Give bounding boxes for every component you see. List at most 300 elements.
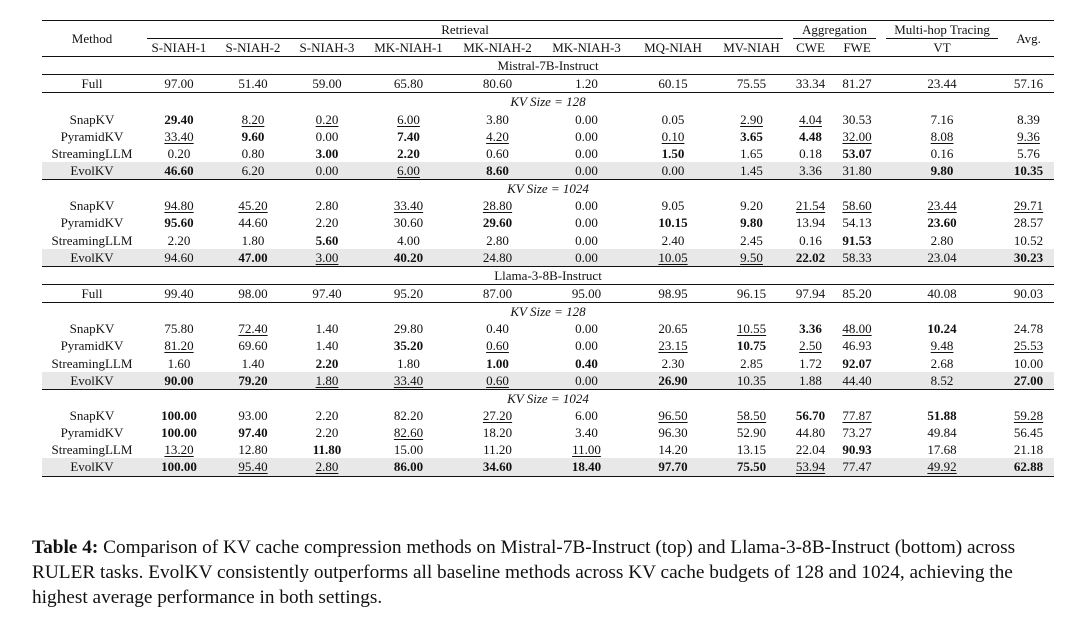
method-cell: SnapKV [69,111,115,127]
table-row [42,162,1054,180]
value-cell [881,355,1003,372]
value-cell [453,75,542,93]
value-cell [142,407,216,424]
value-text: 10.55 [736,321,767,337]
value-cell [290,337,364,354]
value-text: 9.50 [740,249,763,265]
method-cell: Full [42,75,142,93]
value-cell [1003,458,1054,476]
value-text: 1.72 [799,355,822,371]
value-text: 21.18 [1013,442,1044,458]
value-text: 0.80 [241,145,265,161]
value-cell [453,372,542,390]
value-text: 0.00 [575,163,598,179]
value-cell [715,407,788,424]
caption-text: Comparison of KV cache compression methods on Mistral-7B-Instruct (top) and Llama-3-8B-Instruct (bottom) across RULER tasks. EvolKV consistently outperforms all baseline methods across KV cache budgets of 128 and 1024, achieving the highest average performance in both settings. [32,537,1016,608]
value-text: 12.80 [238,442,268,458]
value-cell [788,372,833,390]
value-cell [788,232,833,249]
value-cell [715,214,788,231]
value-text: 1.50 [661,145,685,161]
value-cell [881,75,1003,93]
value-text: 32.00 [842,128,872,144]
value-text: 0.40 [486,321,509,337]
value-text: 10.35 [1013,163,1044,179]
value-cell [715,128,788,145]
value-text: 3.40 [575,425,598,441]
value-text: 95.20 [393,286,424,302]
value-cell [290,458,364,476]
table-row [42,320,1054,337]
column-header: MQ-NIAH [644,40,702,56]
value-cell [881,249,1003,267]
value-cell [453,407,542,424]
value-text: 87.00 [482,286,513,302]
value-cell [542,214,631,231]
value-text: 1.65 [740,145,763,161]
value-text: 1.80 [315,372,339,388]
value-cell [881,128,1003,145]
value-cell [364,407,453,424]
value-text: 80.60 [482,76,513,92]
value-text: 1.40 [315,338,339,354]
column-header-row [42,39,1054,57]
value-cell [216,458,290,476]
value-cell [715,197,788,214]
value-cell [788,441,833,458]
retrieval-group-header: Retrieval [142,21,788,40]
value-text: 97.00 [164,76,194,92]
header-group-row [42,21,1054,40]
value-text: 6.00 [397,163,420,179]
value-cell [881,214,1003,231]
value-cell [364,145,453,162]
value-cell [715,249,788,267]
value-cell [453,441,542,458]
value-cell [1003,214,1054,231]
value-cell [631,424,715,441]
value-text: 2.85 [740,355,763,371]
table-row [42,372,1054,390]
method-header: Method [42,21,142,57]
value-text: 40.08 [927,286,957,302]
value-text: 9.60 [241,128,265,144]
value-cell [788,284,833,302]
kv-size-label: KV Size = 1024 [42,389,1054,407]
value-text: 30.23 [1013,249,1044,265]
value-cell [364,284,453,302]
value-text: 91.53 [842,232,872,248]
value-text: 2.45 [740,232,763,248]
value-text: 23.15 [658,338,688,354]
model-name: Llama-3-8B-Instruct [42,266,1054,284]
value-cell [1003,75,1054,93]
value-text: 0.00 [315,163,339,179]
value-text: 22.02 [795,249,826,265]
value-cell [364,458,453,476]
value-cell [881,320,1003,337]
value-cell [833,232,881,249]
value-cell [833,407,881,424]
value-cell [631,441,715,458]
value-cell [881,162,1003,180]
value-text: 3.00 [315,249,339,265]
table-row [42,249,1054,267]
value-text: 18.40 [571,459,602,475]
value-text: 0.00 [575,111,598,127]
value-cell [453,355,542,372]
value-cell [788,355,833,372]
value-cell [788,337,833,354]
value-cell [453,162,542,180]
value-cell [631,232,715,249]
value-cell [881,458,1003,476]
value-cell [715,320,788,337]
value-text: 2.20 [167,232,191,248]
value-cell [833,214,881,231]
value-text: 99.40 [164,286,194,302]
value-text: 49.92 [927,459,957,475]
value-cell [216,145,290,162]
kv-size-row [42,389,1054,407]
value-text: 62.88 [1013,459,1044,475]
value-cell [631,75,715,93]
value-text: 86.00 [393,459,424,475]
value-text: 18.20 [482,425,513,441]
value-text: 15.00 [393,442,424,458]
value-text: 79.20 [238,372,268,388]
value-text: 97.94 [795,286,826,302]
value-text: 29.71 [1013,198,1044,214]
value-cell [290,128,364,145]
value-text: 8.08 [930,128,954,144]
value-cell [142,441,216,458]
value-text: 2.80 [486,232,509,248]
value-cell [216,75,290,93]
value-text: 0.20 [315,111,339,127]
value-cell [833,458,881,476]
avg-header: Avg. [1003,21,1054,57]
value-cell [542,162,631,180]
value-cell [290,214,364,231]
value-text: 1.88 [799,372,822,388]
value-cell [142,337,216,354]
value-text: 0.00 [575,232,598,248]
value-text: 1.40 [241,355,265,371]
value-cell [142,111,216,128]
value-cell [453,458,542,476]
value-text: 4.20 [486,128,509,144]
value-text: 85.20 [842,286,872,302]
value-text: 22.04 [795,442,826,458]
value-cell [290,284,364,302]
column-header: MK-NIAH-3 [552,40,621,56]
value-cell [788,75,833,93]
value-text: 69.60 [238,338,268,354]
value-cell [788,407,833,424]
value-cell [715,145,788,162]
method-cell: PyramidKV [60,128,124,144]
value-cell [788,128,833,145]
value-text: 28.57 [1013,215,1044,231]
value-cell [631,197,715,214]
kv-size-row [42,303,1054,321]
value-text: 58.60 [842,198,872,214]
value-cell [715,284,788,302]
value-text: 90.03 [1013,286,1044,302]
value-cell [833,111,881,128]
value-cell [542,284,631,302]
value-text: 52.90 [736,425,767,441]
value-text: 6.00 [575,408,598,424]
value-text: 33.40 [393,198,424,214]
value-cell [142,355,216,372]
value-cell [881,407,1003,424]
table-row [42,407,1054,424]
value-text: 11.00 [572,442,601,458]
value-text: 1.00 [486,355,509,371]
value-cell [788,249,833,267]
value-text: 13.20 [164,442,194,458]
value-cell [364,337,453,354]
value-cell [715,441,788,458]
value-cell [364,424,453,441]
value-cell [542,128,631,145]
value-cell [542,249,631,267]
value-text: 0.60 [486,145,509,161]
value-text: 1.20 [575,76,598,92]
value-text: 0.00 [575,145,598,161]
value-text: 0.00 [575,372,598,388]
value-cell [216,284,290,302]
value-cell [788,197,833,214]
value-text: 2.40 [661,232,685,248]
value-cell [788,145,833,162]
value-cell [216,337,290,354]
value-cell [1003,128,1054,145]
value-text: 3.80 [486,111,509,127]
value-cell [542,407,631,424]
column-header: S-NIAH-3 [299,40,355,56]
value-text: 2.20 [315,355,339,371]
value-cell [833,145,881,162]
value-cell [216,214,290,231]
value-text: 9.05 [661,198,685,214]
value-cell [216,372,290,390]
value-cell [216,249,290,267]
value-cell [881,111,1003,128]
value-cell [364,372,453,390]
column-header: MK-NIAH-2 [463,40,532,56]
value-cell [715,162,788,180]
value-text: 8.39 [1017,111,1040,127]
value-cell [881,145,1003,162]
value-cell [631,145,715,162]
value-cell [788,458,833,476]
value-text: 56.70 [795,408,826,424]
column-header: VT [933,40,951,56]
value-cell [364,162,453,180]
value-text: 2.20 [315,215,339,231]
value-cell [631,337,715,354]
value-cell [833,355,881,372]
value-cell [453,249,542,267]
value-cell [453,128,542,145]
value-cell [631,284,715,302]
value-text: 8.52 [930,372,954,388]
value-cell [216,232,290,249]
value-cell [364,214,453,231]
value-text: 6.00 [397,111,420,127]
value-text: 0.00 [575,321,598,337]
value-cell [631,320,715,337]
value-cell [631,162,715,180]
table-row [42,111,1054,128]
table-row [42,214,1054,231]
value-cell [833,320,881,337]
value-text: 2.20 [315,408,339,424]
value-text: 2.80 [315,198,339,214]
value-text: 46.60 [164,163,194,179]
value-cell [142,214,216,231]
value-text: 4.00 [397,232,420,248]
method-cell: SnapKV [69,198,115,214]
value-cell [290,407,364,424]
value-text: 9.48 [930,338,954,354]
method-cell: StreamingLLM [51,232,133,248]
value-text: 59.00 [312,76,342,92]
value-cell [542,320,631,337]
method-cell: EvolKV [42,249,142,267]
value-text: 20.65 [658,321,688,337]
value-cell [216,197,290,214]
method-cell: EvolKV [42,162,142,180]
value-text: 3.36 [799,163,822,179]
value-cell [1003,407,1054,424]
value-text: 92.07 [842,355,872,371]
value-text: 6.20 [241,163,265,179]
value-text: 51.88 [927,408,957,424]
value-cell [715,337,788,354]
value-text: 81.20 [164,338,194,354]
value-text: 3.36 [799,321,822,337]
value-cell [142,145,216,162]
value-cell [453,284,542,302]
value-text: 10.05 [658,249,688,265]
value-cell [1003,372,1054,390]
model-section-row [42,266,1054,284]
value-text: 2.50 [799,338,822,354]
model-section-row [42,57,1054,75]
value-text: 13.94 [795,215,826,231]
value-cell [881,337,1003,354]
value-cell [631,111,715,128]
value-text: 98.00 [238,286,268,302]
value-cell [631,355,715,372]
value-text: 56.45 [1013,425,1044,441]
value-text: 0.16 [930,145,954,161]
value-cell [833,128,881,145]
value-text: 26.90 [658,372,688,388]
table-row [42,337,1054,354]
value-text: 34.60 [482,459,513,475]
value-cell [715,355,788,372]
value-cell [715,458,788,476]
value-cell [142,372,216,390]
method-cell: EvolKV [42,372,142,390]
value-text: 4.48 [799,128,822,144]
value-cell [542,337,631,354]
value-cell [453,214,542,231]
value-text: 53.07 [842,145,872,161]
value-cell [290,320,364,337]
value-cell [631,407,715,424]
kv-size-label: KV Size = 1024 [42,180,1054,198]
value-cell [788,424,833,441]
value-text: 100.00 [161,408,197,424]
value-text: 30.60 [393,215,424,231]
value-cell [788,162,833,180]
value-cell [290,145,364,162]
value-text: 25.53 [1013,338,1044,354]
value-text: 24.78 [1013,321,1044,337]
value-cell [364,111,453,128]
value-text: 31.80 [842,163,872,179]
value-text: 95.00 [571,286,602,302]
value-cell [833,441,881,458]
value-cell [881,372,1003,390]
value-cell [216,424,290,441]
value-cell [364,232,453,249]
column-header: S-NIAH-1 [151,40,207,56]
value-text: 75.55 [736,76,767,92]
value-text: 72.40 [238,321,268,337]
value-text: 51.40 [238,76,268,92]
value-cell [542,197,631,214]
value-cell [364,75,453,93]
table-row [42,145,1054,162]
value-cell [833,337,881,354]
value-text: 73.27 [842,425,872,441]
value-cell [142,424,216,441]
value-text: 2.80 [930,232,954,248]
value-text: 0.05 [661,111,685,127]
value-text: 0.40 [575,355,598,371]
value-text: 1.60 [167,355,191,371]
value-text: 2.68 [930,355,954,371]
value-cell [364,355,453,372]
value-text: 13.15 [736,442,767,458]
value-cell [715,232,788,249]
value-text: 21.54 [795,198,826,214]
value-text: 47.00 [238,249,268,265]
value-text: 59.28 [1013,408,1044,424]
value-cell [453,145,542,162]
value-cell [216,407,290,424]
value-text: 11.80 [312,442,342,458]
table-row [42,424,1054,441]
value-text: 0.16 [799,232,822,248]
method-cell: SnapKV [69,408,115,424]
column-header: S-NIAH-2 [225,40,281,56]
value-text: 57.16 [1013,76,1044,92]
value-cell [1003,145,1054,162]
value-text: 14.20 [658,442,688,458]
value-cell [364,197,453,214]
value-cell [142,162,216,180]
value-cell [453,424,542,441]
value-text: 9.80 [740,215,763,231]
